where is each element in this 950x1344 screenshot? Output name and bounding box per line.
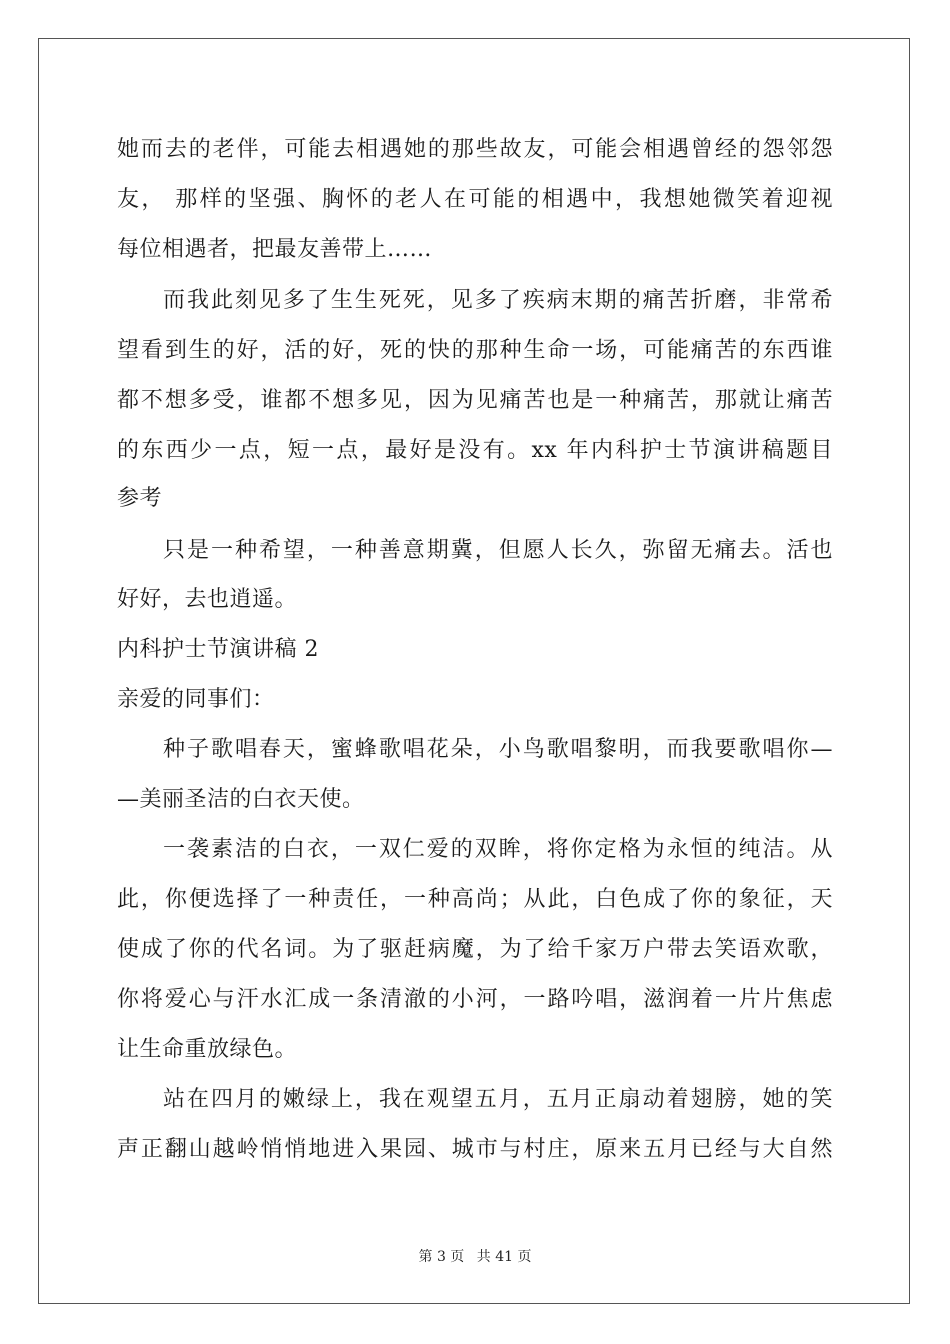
text-line: 而我此刻见多了生生死死，见多了疾病末期的痛苦折磨，非常希 [163, 288, 833, 313]
text-line: 的东西少一点，短一点，最好是没有。xx 年内科护士节演讲稿题目 [117, 438, 833, 463]
text-line: 望看到生的好，活的好，死的快的那种生命一场，可能痛苦的东西谁 [117, 338, 833, 363]
text-line: 此，你便选择了一种责任，一种高尚；从此，白色成了你的象征，天 [117, 887, 833, 912]
text-line: 只是一种希望，一种善意期冀，但愿人长久，弥留无痛去。活也 [163, 538, 833, 563]
text-line: 友， 那样的坚强、胸怀的老人在可能的相遇中，我想她微笑着迎视 [117, 187, 833, 212]
text-line: 她而去的老伴，可能去相遇她的那些故友，可能会相遇曾经的怨邻怨 [117, 137, 833, 162]
page-footer [0, 1246, 950, 1266]
text-line: 都不想多受，谁都不想多见，因为见痛苦也是一种痛苦，那就让痛苦 [117, 388, 833, 413]
text-line: 好好，去也逍遥。 [117, 587, 298, 612]
text-line: 你将爱心与汗水汇成一条清澈的小河，一路吟唱，滋润着一片片焦虑 [117, 987, 833, 1012]
text-line: 声正翻山越岭悄悄地进入果园、城市与村庄，原来五月已经与大自然 [117, 1137, 833, 1162]
text-line: —美丽圣洁的白衣天使。 [117, 787, 365, 812]
section-heading: 内科护士节演讲稿 2 [117, 637, 319, 662]
page-total: 共 41 页 [476, 1249, 532, 1265]
text-line: 一袭素洁的白衣，一双仁爱的双眸，将你定格为永恒的纯洁。从 [163, 837, 833, 862]
text-line: 每位相遇者，把最友善带上…… [117, 237, 433, 262]
page-number: 第 3 页 [418, 1249, 465, 1265]
text-line: 使成了你的代名词。为了驱赶病魔，为了给千家万户带去笑语欢歌， [117, 937, 833, 962]
text-line: 种子歌唱春天，蜜蜂歌唱花朵，小鸟歌唱黎明，而我要歌唱你— [163, 737, 833, 762]
salutation: 亲爱的同事们： [117, 687, 275, 712]
text-line: 参考 [117, 486, 163, 511]
text-line: 站在四月的嫩绿上，我在观望五月，五月正扇动着翅膀，她的笑 [163, 1087, 833, 1112]
text-line: 让生命重放绿色。 [117, 1037, 298, 1062]
